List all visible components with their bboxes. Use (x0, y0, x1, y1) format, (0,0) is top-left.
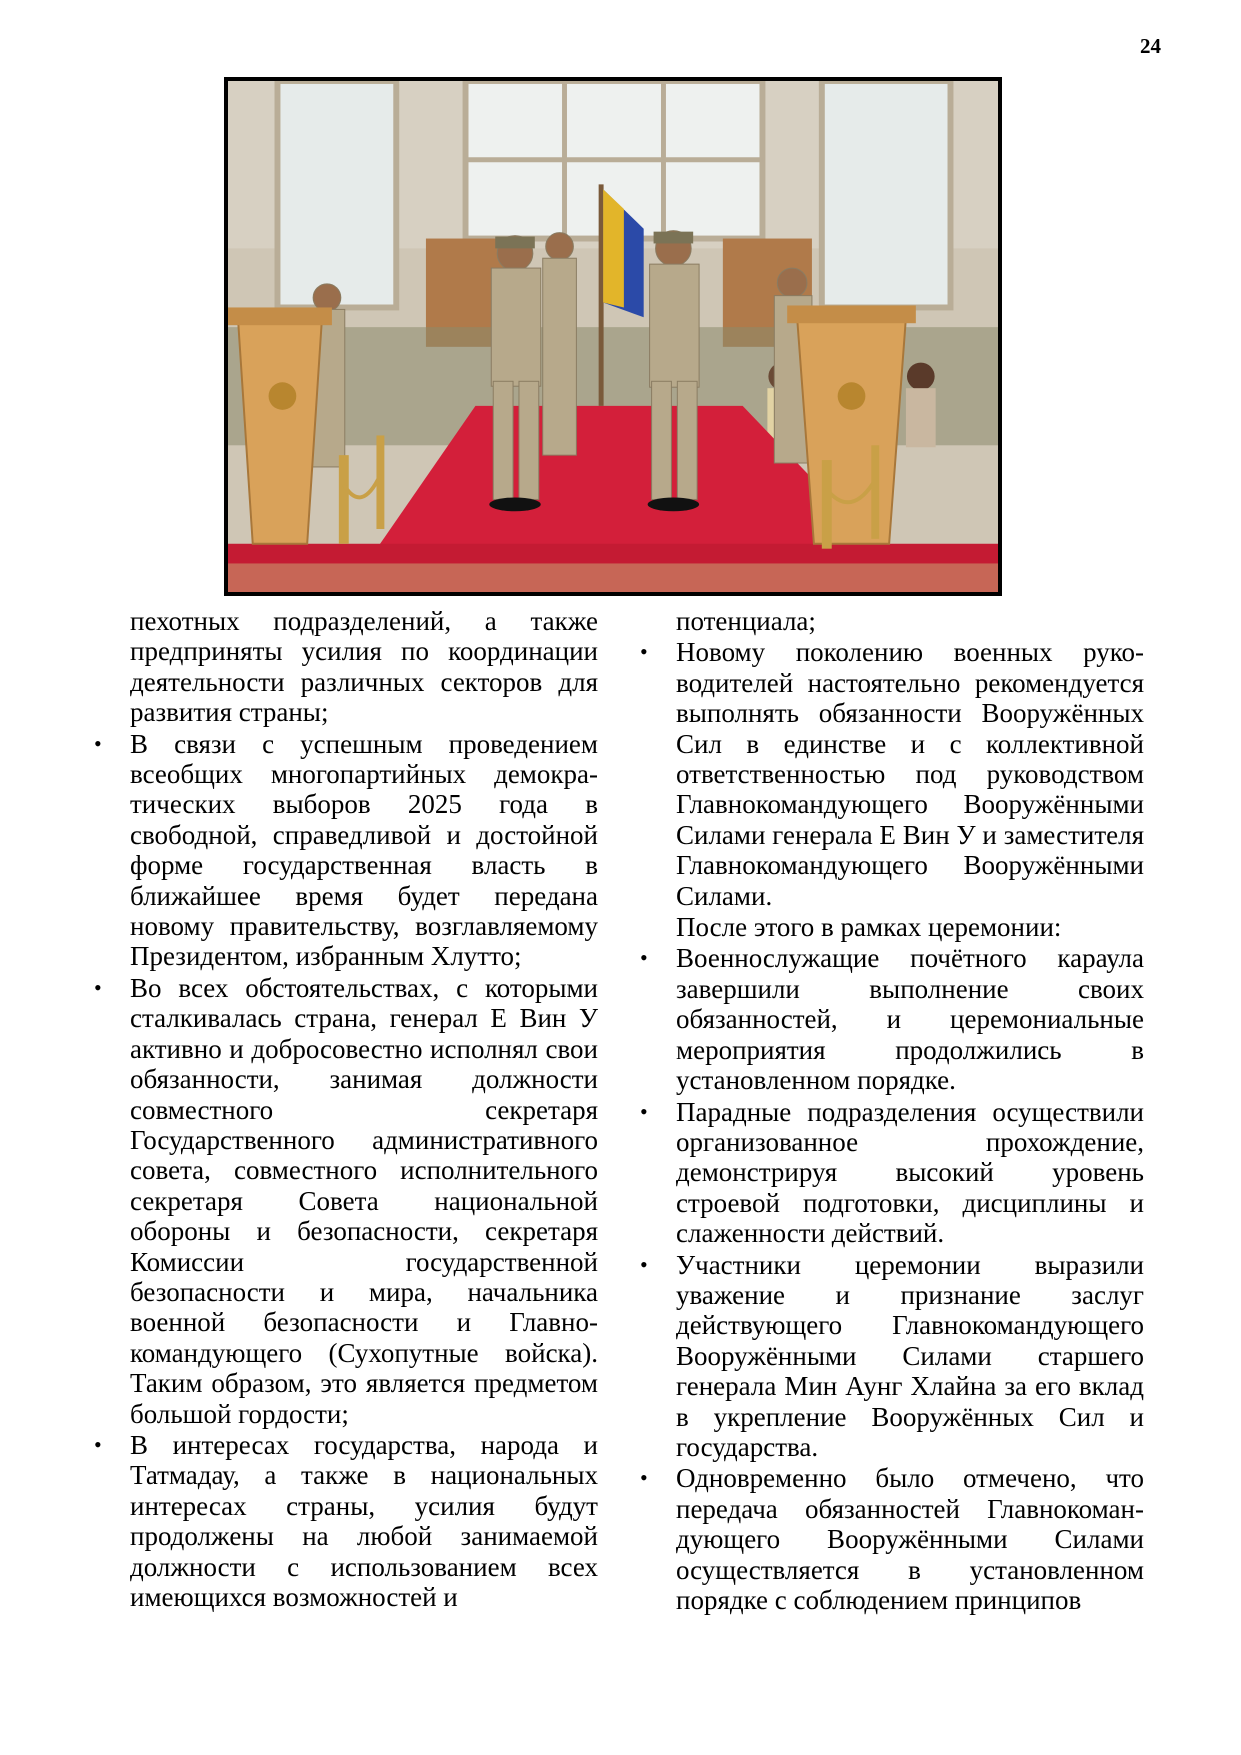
list-item-text: Новому поколению военных руководителей настоятельно рекомендуется выполнять обязанности Вооружённых Сил в единстве и с коллективной ответственностью под руководством Главнокомандующего Вооружёнными Силами генерала Е Вин У и заместителя Главнокомандующего Вооружёнными Силами. (676, 637, 1144, 911)
ceremony-photo (224, 77, 1002, 596)
list-item-text: Одновременно было отмечено, что передача обязанностей Главнокомандующего Вооружёнными Силами осуществляется в установленном порядке с соблюдением принципов (676, 1463, 1144, 1615)
photo-illustration (228, 81, 998, 592)
list-item-text: Во всех обстоятельствах, с которыми сталкивалась страна, генерал Е Вин У активно и добросовестно исполнял свои обязанности, занимая должности совместного секретаря Государственного административного совета, совместного исполнительного секретаря Совета национальной обороны и безопасности, секретаря Комиссии государственной безопасности и мира, начальника военной безопасности и Главнокомандующего (Сухопутные войска). Таким образом, это является предметом большой гордости; (130, 972, 598, 1429)
right-column (640, 606, 1144, 1615)
list-item (94, 728, 598, 972)
left-intro-text: пехотных подразделений, а также предприняты усилия по координации деятельности различных секторов для развития страны; (130, 606, 598, 728)
list-item (94, 972, 598, 1429)
list-item (640, 1249, 1144, 1463)
list-item (94, 1429, 598, 1612)
list-item-text: В связи с успешным проведением всеобщих многопартийных демократических выборов 2025 года в свободной, справедливой и достойной форме государственная власть в ближайшее время будет передана новому правительству, возглавляемому Президентом, избранным Хлутто; (130, 728, 598, 972)
list-item-text: Участники церемонии выразили уважение и признание заслуг действующего Главнокомандующего Вооружёнными Силами старшего генерала Мин Аунг Хлайна за его вклад в укрепление Вооружённых Сил и государства. (676, 1249, 1144, 1462)
list-item (640, 1463, 1144, 1615)
list-item-text: Парадные подразделения осуществили организованное прохождение, демонстрируя высокий уровень строевой подготовки, дисциплины и слаженности действий. (676, 1096, 1144, 1249)
bullet-icon: • (640, 1465, 648, 1491)
left-column (94, 606, 598, 1612)
bullet-icon: • (640, 1251, 648, 1277)
bullet-icon: • (640, 945, 648, 971)
ceremony-paragraph: После этого в рамках церемонии: (676, 912, 1062, 943)
list-item-text: Военнослужащие почётного караула завершили выполнение своих обязанностей, и церемониальные мероприятия продолжились в установленном порядке. (676, 943, 1144, 1096)
page-number: 24 (1140, 34, 1161, 58)
bullet-icon: • (640, 1098, 648, 1124)
list-item (640, 637, 1144, 911)
list-item-text: В интересах государства, народа и Татмадау, а также в национальных интересах страны, усилия будут продолжены на любой занимаемой должности с использованием всех имеющихся возможностей и (130, 1429, 598, 1612)
list-item (640, 1096, 1144, 1249)
right-intro-text: потенциала; (676, 606, 816, 636)
bullet-icon: • (94, 974, 102, 1000)
bullet-icon: • (640, 639, 648, 665)
bullet-icon: • (94, 730, 102, 756)
list-item (640, 943, 1144, 1096)
bullet-icon: • (94, 1431, 102, 1457)
